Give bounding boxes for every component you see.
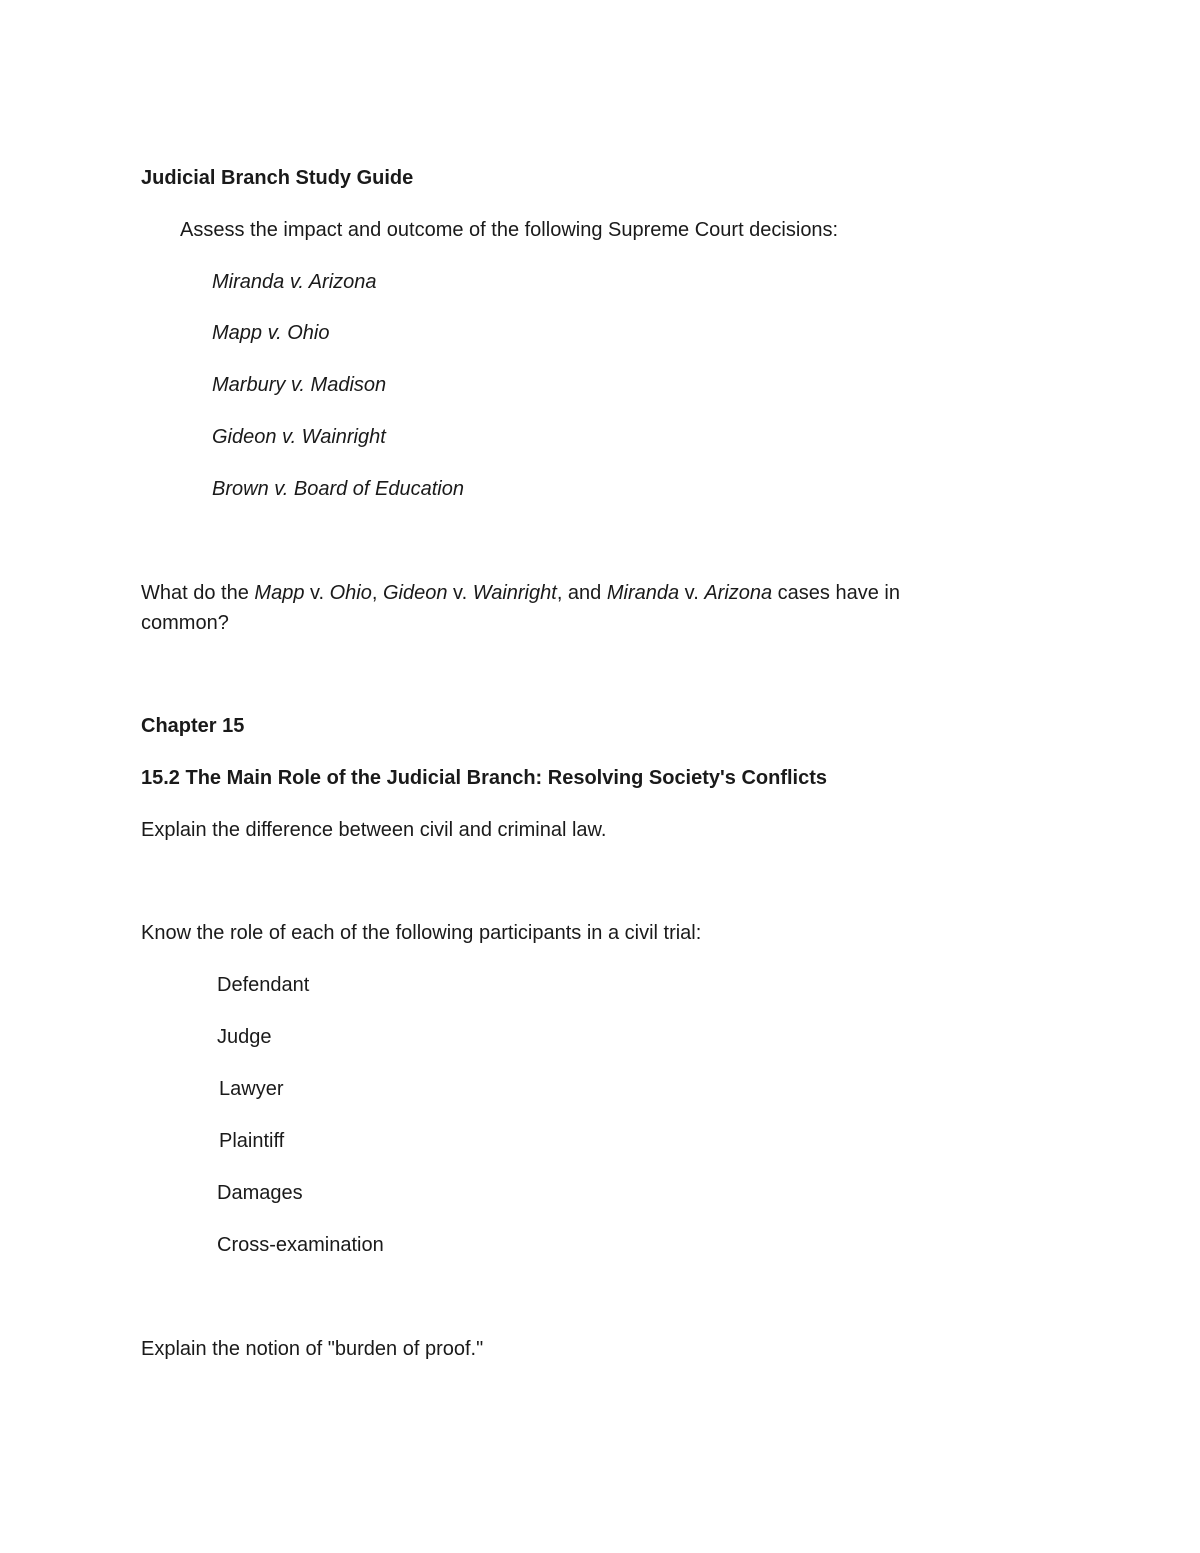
participant-item: Cross-examination xyxy=(217,1234,384,1256)
participant-item: Plaintiff xyxy=(219,1130,285,1152)
case-ref: Ohio xyxy=(329,582,372,604)
participants-prompt: Know the role of each of the following participants in a civil trial: xyxy=(141,922,702,944)
common-question-text: v. xyxy=(304,582,330,604)
chapter-heading: Chapter 15 xyxy=(141,715,245,737)
case-ref: Arizona xyxy=(704,582,773,604)
document-title: Judicial Branch Study Guide xyxy=(141,167,414,189)
burden-prompt: Explain the notion of "burden of proof." xyxy=(141,1338,484,1360)
case-ref: Mapp xyxy=(254,582,305,604)
case-item: Gideon v. Wainright xyxy=(212,426,386,448)
case-ref: Miranda xyxy=(606,582,680,604)
participant-item: Damages xyxy=(217,1182,303,1204)
participant-item: Judge xyxy=(217,1026,272,1048)
case-item: Marbury v. Madison xyxy=(212,374,387,396)
common-question-text: cases have in common? xyxy=(141,582,900,634)
common-question-text: What do the xyxy=(141,582,255,604)
participant-item: Lawyer xyxy=(219,1078,284,1100)
participant-item: Defendant xyxy=(217,974,310,996)
case-item: Miranda v. Arizona xyxy=(212,271,377,293)
common-question-text: v. xyxy=(447,582,473,604)
common-question-text: , and xyxy=(556,582,607,604)
case-item: Mapp v. Ohio xyxy=(212,322,330,344)
common-question-text: v. xyxy=(679,582,705,604)
assess-prompt: Assess the impact and outcome of the following Supreme Court decisions: xyxy=(180,219,839,241)
common-question xyxy=(141,578,971,638)
common-question-text: , xyxy=(371,582,383,604)
civil-criminal-prompt: Explain the difference between civil and criminal law. xyxy=(141,819,607,841)
case-ref: Gideon xyxy=(383,582,448,604)
case-ref: Wainright xyxy=(472,582,557,604)
section-heading: 15.2 The Main Role of the Judicial Branch: Resolving Society's Conflicts xyxy=(141,767,828,789)
case-item: Brown v. Board of Education xyxy=(212,478,464,500)
